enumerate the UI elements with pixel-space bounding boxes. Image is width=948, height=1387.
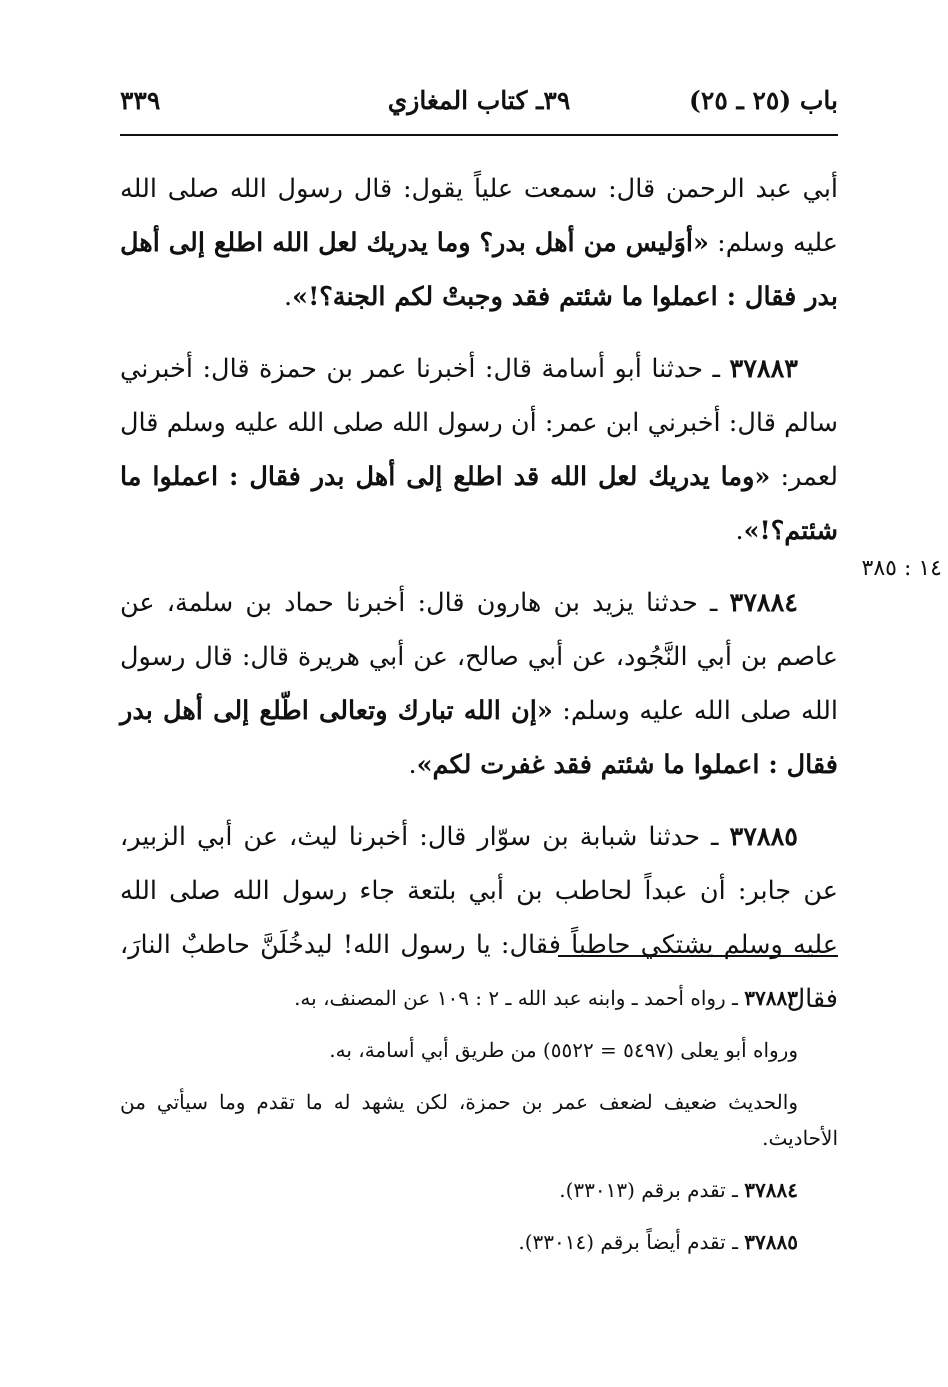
hadith-end: . [284,282,293,312]
footnote-text: ـ تقدم أيضاً برقم (٣٣٠١٤). [518,1230,745,1254]
margin-reference: ١٤ : ٣٨٥ [861,556,942,581]
footnote-number: ٣٧٨٨٣ [744,986,798,1010]
hadith-paragraph [120,576,838,792]
footnote-number: ٣٧٨٨٥ [744,1230,798,1254]
hadith-paragraph [120,342,838,558]
hadith-end: . [408,750,417,780]
main-text [120,162,838,1044]
hadith-chain: أبي عبد الرحمن قال: سمعت علياً يقول: قال رسول الله صلى الله عليه وسلم: [120,174,839,258]
footnotes [120,980,838,1276]
hadith-paragraph [120,162,838,324]
header-divider [120,134,838,136]
footnote-number: ٣٧٨٨٤ [744,1178,798,1202]
hadith-number: ٣٧٨٨٤ [729,588,798,618]
footnote [120,1172,838,1208]
running-header [120,86,838,126]
hadith-number: ٣٧٨٨٥ [729,822,798,852]
footnote-text: والحديث ضعيف لضعف عمر بن حمزة، لكن يشهد له ما تقدم وما سيأتي من الأحاديث. [120,1090,838,1150]
hadith-number: ٣٧٨٨٣ [729,354,798,384]
footnote-divider [558,955,838,957]
hadith-matn: «إن الله تبارك وتعالى اطّلع إلى أهل بدر فقال : اعملوا ما شئتم فقد غفرت لكم» [120,696,838,780]
footnote-text: ورواه أبو يعلى (٥٤٩٧ = ٥٥٢٢) من طريق أبي أسامة، به. [329,1038,798,1062]
hadith-chain: ـ حدثنا يزيد بن هارون قال: أخبرنا حماد بن سلمة، عن عاصم بن أبي النَّجُود، عن أبي صالح، عن أبي هريرة قال: قال رسول الله صلى الله عليه وسلم: [120,588,838,726]
hadith-matn: «وما يدريك لعل الله قد اطلع إلى أهل بدر فقال : اعملوا ما شئتم؟!» [120,462,838,546]
hadith-matn: «أوَليس من أهل بدر؟ وما يدريك لعل الله اطلع إلى أهل بدر فقال : اعملوا ما شئتم فقد وجبتْ لكم الجنة؟!» [120,228,838,312]
hadith-end: . [735,516,744,546]
chapter-range: باب (٢٥ ـ ٢٥) [689,86,838,115]
page-number: ٣٣٩ [120,86,161,115]
footnote-text: ـ رواه أحمد ـ وابنه عبد الله ـ ٢ : ١٠٩ عن المصنف، به. [294,986,745,1010]
book-title: ٣٩ـ كتاب المغازي [387,86,571,115]
footnote [120,1032,838,1068]
footnote [120,980,838,1016]
footnote [120,1224,838,1260]
footnote-text: ـ تقدم برقم (٣٣٠١٣). [559,1178,745,1202]
hadith-chain: ـ حدثنا شبابة بن سوّار قال: أخبرنا ليث، عن أبي الزبير، عن جابر: أن عبداً لحاطب بن أبي بلتعة جاء رسول الله صلى الله عليه وسلم يشتكي حاطباً فقال: يا رسول الله! ليدخُلَنَّ حاطبٌ النارَ، فقال [120,822,838,1014]
hadith-chain: ـ حدثنا أبو أسامة قال: أخبرنا عمر بن حمزة قال: أخبرني سالم قال: أخبرني ابن عمر: أن رسول الله صلى الله عليه وسلم قال لعمر: [120,354,838,492]
footnote [120,1084,838,1156]
